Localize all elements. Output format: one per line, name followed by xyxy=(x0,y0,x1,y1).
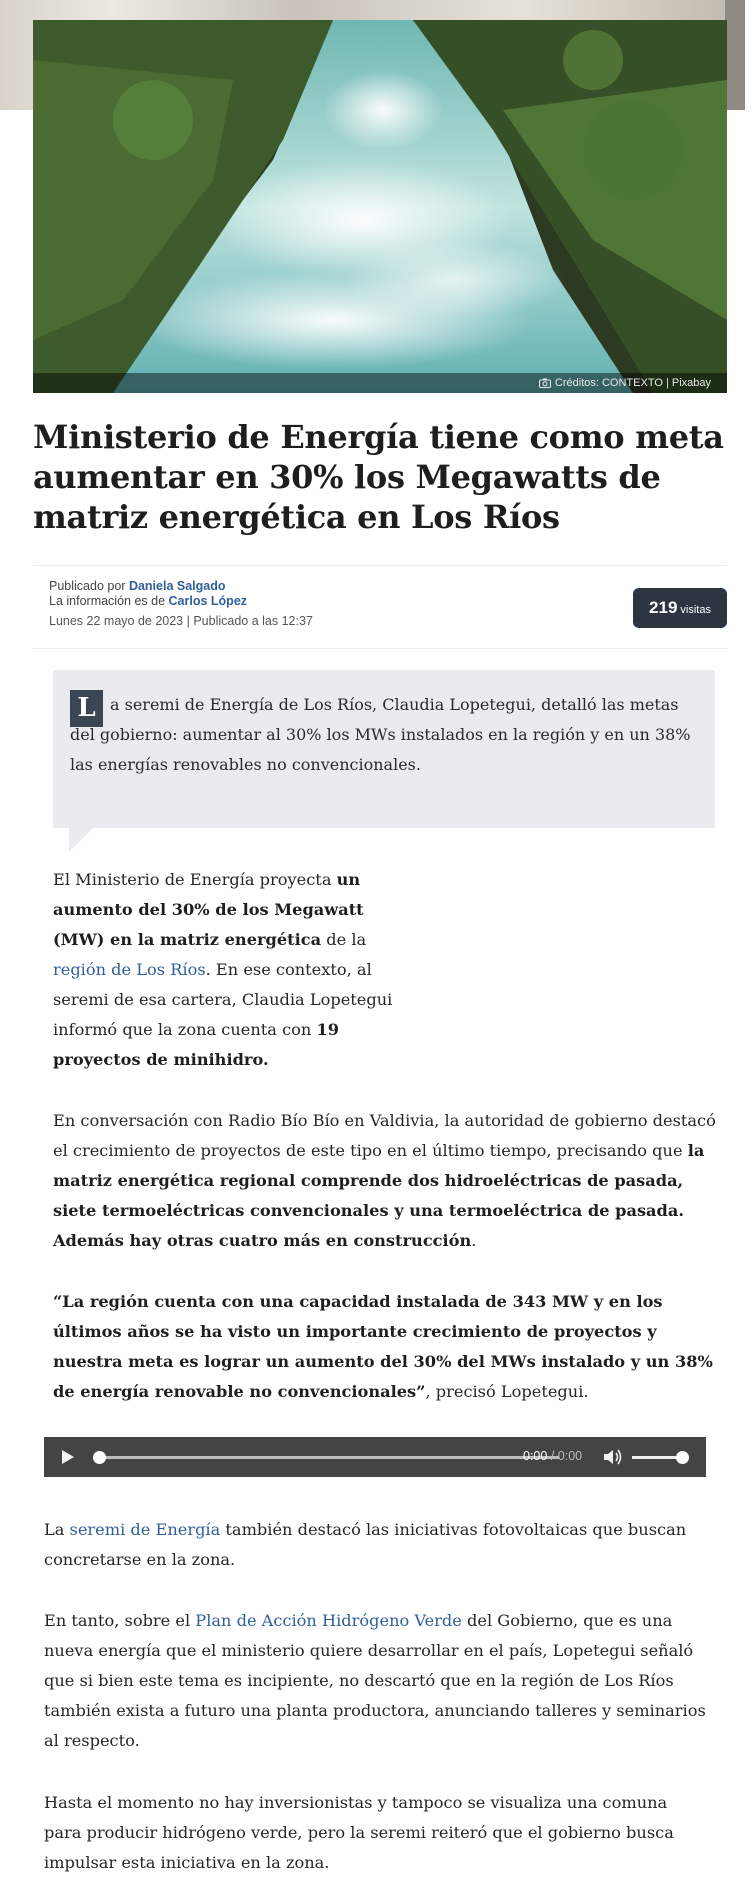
source-author-link[interactable]: Carlos López xyxy=(168,594,248,608)
river-photo xyxy=(33,20,727,393)
image-credits xyxy=(33,373,727,393)
seek-bar[interactable] xyxy=(99,1456,559,1459)
quote-text: “La región cuenta con una capacidad instalada de 343 MW y en los últimos años se ha visto un importante crecimiento de proyectos y nuestra meta es lograr un aumento del 30% del MWs instalado y un 38% de energía renovable no convencionales” xyxy=(53,1292,713,1401)
publish-date: Lunes 22 mayo de 2023 | Publicado a las 12:37 xyxy=(49,614,313,628)
text-span: de la xyxy=(321,930,367,949)
body-paragraph-6: Hasta el momento no hay inversionistas y tampoco se visualiza una comuna para producir hidrógeno verde, pero la seremi reiteró que el gobierno busca impulsar esta iniciativa en la zona. xyxy=(44,1793,674,1872)
hero-image xyxy=(33,20,727,393)
body-paragraph-1 xyxy=(53,865,398,1075)
text-span: . xyxy=(471,1231,477,1250)
body-quote-paragraph xyxy=(53,1287,723,1407)
text-span: En tanto, sobre el xyxy=(44,1611,196,1630)
body-paragraph-4 xyxy=(44,1515,699,1575)
author-link[interactable]: Daniela Salgado xyxy=(128,579,226,593)
text-span: En conversación con Radio Bío Bío en Valdivia, la autoridad de gobierno destacó el crecimiento de proyectos de este tipo en el último tiempo, precisando que xyxy=(53,1111,716,1160)
hydrogen-plan-link[interactable]: Plan de Acción Hidrógeno Verde xyxy=(195,1611,462,1630)
article-meta xyxy=(33,565,727,649)
play-icon[interactable] xyxy=(62,1450,74,1464)
region-link[interactable]: región de Los Ríos xyxy=(53,960,206,979)
lead-summary xyxy=(53,670,715,828)
body-paragraph-2 xyxy=(53,1106,723,1256)
text-span: , precisó Lopetegui. xyxy=(425,1382,589,1401)
seek-handle[interactable] xyxy=(93,1451,106,1464)
bold-text: un aumento del 30% de los Megawatt (MW) en la matriz energética xyxy=(53,870,364,949)
text-span: del Gobierno, que es una nueva energía que el ministerio quiere desarrollar en el país, Lopetegui señaló que si bien este tema es incipiente, no descartó que en la región de Los Ríos también exista a futuro una planta productora, anunciando talleres y seminarios al respecto. xyxy=(44,1611,706,1750)
duration: 0:00 xyxy=(557,1449,583,1463)
published-by-label: Publicado por xyxy=(49,579,126,593)
text-span: El Ministerio de Energía proyecta xyxy=(53,870,337,889)
time-separator: / xyxy=(547,1449,558,1463)
lead-text: a seremi de Energía de Los Ríos, Claudia Lopetegui, detalló las metas del gobierno: aumentar al 30% los MWs instalados en la región y en un 38% las energías renovables no convencionales. xyxy=(70,695,691,774)
seremi-link[interactable]: seremi de Energía xyxy=(69,1520,221,1539)
volume-slider[interactable] xyxy=(632,1456,682,1459)
visits-label: visitas xyxy=(680,604,711,616)
volume-icon[interactable] xyxy=(602,1448,624,1466)
text-span: La xyxy=(44,1520,70,1539)
article-title: Ministerio de Energía tiene como meta aumentar en 30% los Megawatts de matriz energética en Los Ríos xyxy=(33,418,724,536)
camera-icon xyxy=(539,378,551,388)
source-line xyxy=(49,594,247,608)
text-span: . En ese contexto, al seremi de esa cartera, Claudia Lopetegui informó que la zona cuenta con xyxy=(53,960,393,1039)
dropcap: L xyxy=(70,690,103,727)
author-line xyxy=(49,579,226,593)
info-from-label: La información es de xyxy=(49,594,166,608)
bold-text: 19 proyectos de minihidro. xyxy=(53,1020,340,1069)
visits-badge xyxy=(633,588,727,628)
volume-handle[interactable] xyxy=(676,1451,689,1464)
time-display xyxy=(523,1449,582,1463)
visits-count: 219 xyxy=(649,598,678,617)
text-span: también destacó las iniciativas fotovoltaicas que buscan concretarse en la zona. xyxy=(44,1520,687,1569)
bold-text: la matriz energética regional comprende dos hidroeléctricas de pasada, siete termoeléctricas convencionales y una termoeléctrica de pasada. Además hay otras cuatro más en construcción xyxy=(53,1141,705,1250)
current-time: 0:00 xyxy=(523,1449,548,1463)
credits-text: Créditos: CONTEXTO | Pixabay xyxy=(554,377,711,389)
body-paragraph-5 xyxy=(44,1606,709,1756)
audio-player xyxy=(44,1437,706,1477)
